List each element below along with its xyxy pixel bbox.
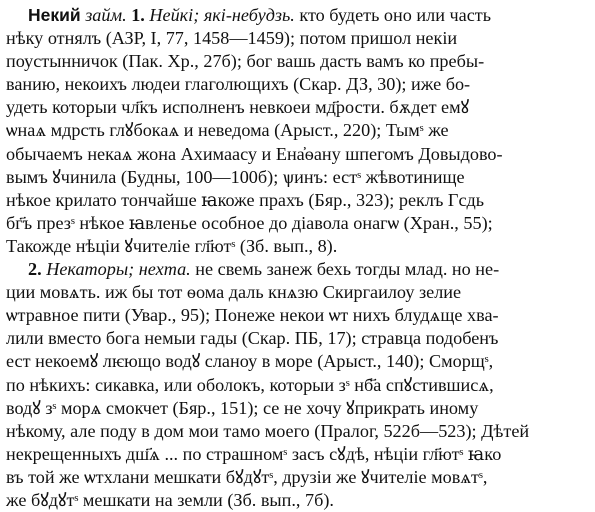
sense-2-first-line	[6, 258, 589, 281]
entry-text-line: вымъ ꙋчинила (Будны, 100—100б); ѱинъ: естˢ жѣвотинище	[6, 166, 465, 187]
entry-text-line: Такожде нѣціи ꙋчителіе гл҃ютˢ (Зб. вып., 8).	[6, 235, 338, 256]
sense-number: 1.	[131, 5, 145, 25]
entry-text-line: нѣку отнялъ (АЗР, I, 77, 1458—1459); потом пришол некіи	[6, 28, 458, 49]
entry-text-line: лили вместо бога немыи гады (Скар. ПБ, 17); стравца подобенъ	[6, 328, 499, 349]
entry-text-line: ванию, некоихъ людеи глаголющихъ (Скар. ДЗ, 30); иже бо-	[6, 74, 471, 95]
sense-1-paragraph	[6, 4, 589, 258]
entry-text-line: кто будеть оно или часть	[294, 5, 492, 25]
entry-text-line: ции мовѧть. иж бы тот ѳома даль кнѧзю Скиргаилоу зелие	[6, 282, 462, 303]
sense-gloss: Нейкі; які-небудзь.	[149, 5, 295, 25]
entry-text-line: ѡтравное пити (Увар., 95); Понеже некои ѡт нихъ блудѧще хва-	[6, 305, 499, 326]
entry-text-line: поустынничок (Пак. Хр., 27б); бог вашь дасть вамъ ко пребы-	[6, 51, 485, 72]
entry-text-line: въ той же ѡтхлани мешкати бꙋдꙋтˢ, друзіи же ꙋчителіе мовѧтˢ,	[6, 466, 488, 487]
sense-number: 2.	[28, 259, 42, 280]
sense-gloss: Некаторы; нехта.	[46, 259, 191, 280]
entry-text-line: водꙋ зˢ морѧ смокчет (Бяр., 151); се не хочу ꙋприкрать иному	[6, 397, 479, 418]
headword: Некий	[28, 5, 81, 25]
entry-first-line	[6, 4, 589, 27]
entry-text-line: нѣкому, але поду в дом мои тамо моего (Пралог, 522б—523); Дѣтей	[6, 420, 530, 441]
entry-text-line: обычаемъ некаѧ жона Ахимаасу и Ена҆ѳану шпегомъ Довыдово-	[6, 143, 503, 164]
entry-text-line: некрещенныхъ дш҃ѧ ... по страшномˢ засъ сꙋдѣ, нѣціи гл҃ютˢ ꙗко	[6, 443, 502, 464]
entry-text-line: по нѣкихъ: сикавка, или оболокъ, которыи зˢ нб҃а спꙋстившисѧ,	[6, 374, 494, 395]
entry-text-line: удеть которыи чл҃къ исполненъ невкоеи мд҃рости. бѫдет емꙋ	[6, 97, 470, 118]
entry-text-line: бг҃ъ презˢ нѣкое ꙗвленье особное до діавола онагѡ (Хран., 55);	[6, 212, 493, 233]
entry-text-line: не свемь занеж бехь тогды млад. но не-	[190, 259, 500, 280]
grammar-label: займ.	[85, 5, 127, 25]
entry-text-line: нѣкое крилато тончайше ꙗкоже прахъ (Бяр., 323); реклъ Гсдь	[6, 189, 485, 210]
entry-text-line: же бꙋдꙋтˢ мешкати на земли (Зб. вып., 7б).	[6, 489, 334, 510]
entry-text-line: ѡнаѧ мдрсть глꙋбокаѧ и неведома (Арыст., 220); Тымˢ же	[6, 120, 449, 141]
entry-text-line: ест некоемꙋ лѥющо водꙋ сланоу в море (Арыст., 140); Сморщˢ,	[6, 351, 494, 372]
sense-2-paragraph	[6, 258, 589, 512]
